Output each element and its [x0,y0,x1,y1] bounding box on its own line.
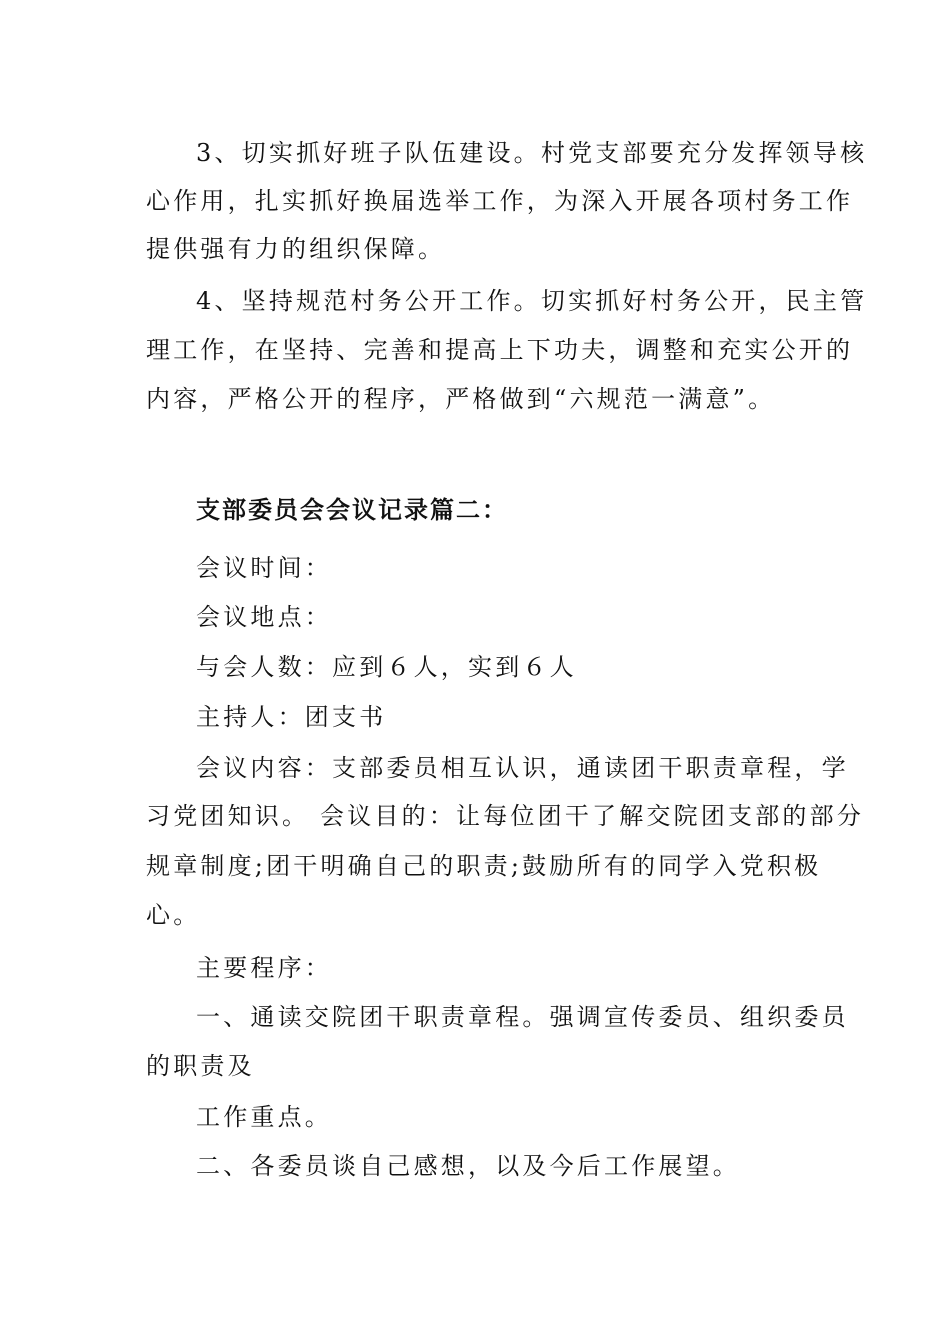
paragraph-line: 二、各委员谈自己感想，以及今后工作展望。 [196,1152,740,1180]
paragraph-line: 4、坚持规范村务公开工作。切实抓好村务公开，民主管 [196,287,868,315]
paragraph-line: 习党团知识。 会议目的：让每位团干了解交院团支部的部分 [146,802,865,830]
paragraph-line: 心。 [146,901,201,929]
paragraph-line: 规章制度;团干明确自己的职责;鼓励所有的同学入党积极 [146,852,822,880]
paragraph-line: 会议内容：支部委员相互认识，通读团干职责章程，学 [196,754,849,782]
host-line: 主持人：团支书 [196,703,387,731]
paragraph-line: 理工作，在坚持、完善和提高上下功夫，调整和充实公开的 [146,336,854,364]
paragraph-line: 工作重点。 [196,1103,332,1131]
meeting-location-line: 会议地点： [196,603,332,631]
paragraph-line: 的职责及 [146,1052,255,1080]
attendance-line: 与会人数：应到６人，实到６人 [196,653,577,681]
paragraph-line: 提供强有力的组织保障。 [146,235,446,263]
paragraph-line: 3、切实抓好班子队伍建设。村党支部要充分发挥领导核 [196,139,868,167]
paragraph-line: 一、通读交院团干职责章程。强调宣传委员、组织委员 [196,1003,849,1031]
paragraph-line: 内容，严格公开的程序，严格做到“六规范一满意”。 [146,385,776,413]
paragraph-line: 心作用，扎实抓好换届选举工作，为深入开展各项村务工作 [146,187,854,215]
section-heading: 支部委员会会议记录篇二： [196,496,508,524]
meeting-time-line: 会议时间： [196,554,332,582]
procedure-heading-line: 主要程序： [196,954,332,982]
